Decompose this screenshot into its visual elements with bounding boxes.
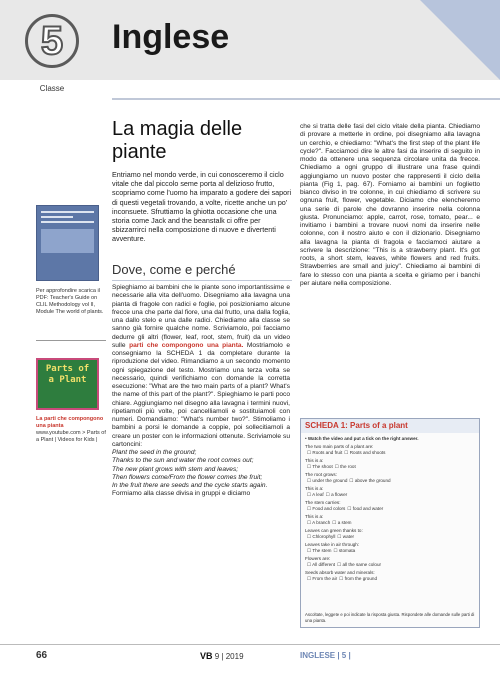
col1-paragraph-1: Spieghiamo ai bambini che le piante sono importantissime e necessarie alla vita dell'uomo. Disegniamo alla lavagna una pianta di fragole con radici e foglie, poi posizioniamo alcune frecce una che parte dal fiore, una dal frutto, una dalla foglia, una dallo stelo e una dalle radici. Chiediamo alla classe se sanno già fornire qualche nome. Scriviamolo, poi facciamo dedurre gli altri (flower, leaf, root, stem, fruit) da un video sulle <box>112 284 290 349</box>
answer-label: Chlorophyll <box>312 534 336 539</box>
book-caption: Per approfondire scarica il PDF: Teacher's Guide on CLIL Methodology vol II, Module The world of plants. <box>36 288 104 315</box>
question-text: This is a: <box>305 486 324 491</box>
answer-label: water <box>342 534 355 539</box>
question-text: Leaves can green thanks to: <box>305 528 363 533</box>
answer-label: the root <box>340 464 356 469</box>
answer-checkbox[interactable] <box>307 478 347 484</box>
worksheet-question <box>305 500 475 512</box>
worksheet-title: SCHEDA 1: Parts of a plant <box>301 419 479 433</box>
answer-label: A branch <box>312 520 331 525</box>
answer-checkbox[interactable] <box>332 520 351 526</box>
worksheet-question <box>305 458 475 470</box>
checkbox-icon: ☐ <box>307 548 313 553</box>
worksheet-note: Ascoltate, leggete e poi indicate la risposta giusta. Rispondete alle domande sulle parti di una pianta. <box>305 612 475 623</box>
answer-options <box>305 548 475 554</box>
col1-paragraph-3: Formiamo alla classe divisa in gruppi e diciamo <box>112 490 251 498</box>
worksheet-body <box>301 433 479 585</box>
checkbox-icon: ☐ <box>334 464 341 469</box>
cover-illustration <box>41 229 94 253</box>
answer-label: from the ground <box>344 576 378 581</box>
answer-label: From the air <box>312 576 338 581</box>
worksheet-question <box>305 444 475 456</box>
section-title: Dove, come e perché <box>112 262 236 277</box>
answer-label: a flower <box>331 492 348 497</box>
cover-line <box>41 211 94 213</box>
worksheet-question <box>305 486 475 498</box>
issue-number: 9 | 2019 <box>214 652 244 661</box>
answer-checkbox[interactable] <box>307 506 345 512</box>
checkbox-icon: ☐ <box>307 492 313 497</box>
checkbox-icon: ☐ <box>307 534 313 539</box>
section-rule <box>112 280 292 281</box>
answer-label: under the ground <box>312 478 348 483</box>
answer-options <box>305 576 475 582</box>
checkbox-icon: ☐ <box>337 534 343 539</box>
answer-label: A leaf <box>312 492 324 497</box>
checkbox-icon: ☐ <box>344 450 350 455</box>
class-number-badge <box>25 14 79 68</box>
worksheet-instruction: • Watch the video and put a tick on the right answer. <box>305 436 419 441</box>
worksheet-question <box>305 528 475 540</box>
answer-label: above the ground <box>354 478 391 483</box>
question-text: Flowers are: <box>305 556 331 561</box>
answer-options <box>305 562 475 568</box>
plant-cycle-list <box>112 449 290 490</box>
col1-highlight: parti che compongono una pianta. <box>129 341 244 349</box>
list-item: Plant the seed in the ground; <box>112 449 197 456</box>
answer-checkbox[interactable] <box>307 520 330 526</box>
video-caption <box>36 416 106 444</box>
article-title: La magia delle piante <box>112 118 243 163</box>
answer-checkbox[interactable] <box>333 548 355 554</box>
video-title: Parts of a Plant <box>45 364 90 385</box>
checkbox-icon: ☐ <box>332 520 338 525</box>
answer-checkbox[interactable] <box>337 534 354 540</box>
answer-label: The shoot <box>312 464 333 469</box>
answer-checkbox[interactable] <box>335 464 356 470</box>
section-tag: INGLESE | 5 | <box>300 651 351 660</box>
answer-checkbox[interactable] <box>307 450 342 456</box>
worksheet-question <box>305 570 475 582</box>
checkbox-icon: ☐ <box>325 492 332 497</box>
header-corner-triangle <box>420 0 500 80</box>
checkbox-icon: ☐ <box>307 576 313 581</box>
answer-checkbox[interactable] <box>349 478 390 484</box>
answer-options <box>305 534 475 540</box>
checkbox-icon: ☐ <box>307 506 313 511</box>
video-caption-highlight: La parti che compongono una pianta <box>36 416 104 429</box>
answer-options <box>305 450 475 456</box>
worksheet-question <box>305 556 475 568</box>
answer-label: food and water <box>352 506 384 511</box>
article-intro: Entriamo nel mondo verde, in cui conosceremo il ciclo vitale che dal piccolo seme porta al delizioso frutto, scopriamo come l'uomo ha imparato a godere dei sapori di questi vegetali trovando, a volte, ricette anche un po' inconsuete. Sfruttiamo la ghiotta occasione che una storia come Jack and the beanstalk ci offre per sbizzarrirci nella composizione di nuove e divertenti avventure. <box>112 170 292 244</box>
header-rule <box>112 98 500 100</box>
question-text: The stem carries: <box>305 500 341 505</box>
checkbox-icon: ☐ <box>307 562 313 567</box>
article-column-2 <box>300 123 480 288</box>
book-cover-image[interactable] <box>36 205 99 281</box>
answer-options <box>305 520 475 526</box>
answer-label: a stem <box>337 520 352 525</box>
col2-paragraph-1: che si tratta delle fasi del ciclo vitale della pianta. Chiediamo di provare a metterle in ordine, poi disegniamo alla lavagna un cerchio, e chiediamo: "What's the first step of the plant life cycle?". Facciamoci dire le altre fasi da inserire di seguito in modo da ottenere una sequenza circolare unita da frecce. Chiediamo a ogni gruppo di illustrare una frase quindi aggiungiamo un nuovo poster che rappresenti il ciclo della pianta (Fig 1, pag. 67). Forniamo ai bambini un foglietto bianco diviso in tre colonne, in cui chiediamo di scrivere su ognuna fruit, flower, vegetable. Diciamo che elencheremo una serie di parole che dovranno inserire nella colonna giusta. Pronunciamo: apple, carrot, rose, tomato, pear... e invitiamo i bambini a trovare nuovi nomi da inserire nelle colonne, con il nostro aiuto e con il dizionario. Disegniamo alla lavagna la pianta di fragola e facciamoci aiutare a scrivere la descrizione: "This is a strawberry plant. It's got roots, a short stem, leaves, white flowers and red fruits. Strawberries are small and juicy". Chiediamo ai bambini di fare lo stesso con una pianta a scelta e giriamo per i banchi per aiutare nella composizione. <box>300 123 480 287</box>
answer-checkbox[interactable] <box>344 450 385 456</box>
question-text: Seeds absorb water and minerals: <box>305 570 375 575</box>
answer-label: stomata <box>338 548 356 553</box>
checkbox-icon: ☐ <box>339 576 345 581</box>
checkbox-icon: ☐ <box>307 520 313 525</box>
answer-checkbox[interactable] <box>307 576 337 582</box>
answer-checkbox[interactable] <box>337 562 381 568</box>
checkbox-icon: ☐ <box>307 450 313 455</box>
magazine-logo: VB <box>200 651 213 661</box>
answer-options <box>305 478 475 484</box>
worksheet-question <box>305 542 475 554</box>
answer-checkbox[interactable] <box>307 492 324 498</box>
list-item: The new plant grows with stem and leaves; <box>112 465 239 473</box>
question-text: This is a: <box>305 514 324 519</box>
class-label: Classe <box>39 84 65 93</box>
answer-checkbox[interactable] <box>339 576 377 582</box>
page-number: 66 <box>36 650 48 661</box>
worksheet-question <box>305 514 475 526</box>
checkbox-icon: ☐ <box>333 548 339 553</box>
answer-checkbox[interactable] <box>307 548 331 554</box>
worksheet-question <box>305 472 475 484</box>
answer-checkbox[interactable] <box>326 492 348 498</box>
checkbox-icon: ☐ <box>307 478 313 483</box>
checkbox-icon: ☐ <box>337 562 343 567</box>
answer-checkbox[interactable] <box>307 534 335 540</box>
question-text: Leaves take in air through: <box>305 542 360 547</box>
cover-line <box>41 221 94 223</box>
answer-checkbox[interactable] <box>307 464 333 470</box>
question-text: The two main parts of a plant are: <box>305 444 374 449</box>
video-caption-link[interactable]: www.youtube.com > Parts of a Plant | Videos for Kids | <box>36 430 106 443</box>
answer-options <box>305 506 475 512</box>
question-text: This is a: <box>305 458 324 463</box>
checkbox-icon: ☐ <box>349 478 355 483</box>
answer-label: Roots and shoots <box>349 450 386 455</box>
article-column-1 <box>112 284 290 499</box>
answer-options <box>305 492 475 498</box>
answer-label: The stem <box>312 548 332 553</box>
magazine-issue <box>200 651 244 661</box>
answer-checkbox[interactable] <box>307 562 335 568</box>
class-number: 5 <box>40 18 64 63</box>
answer-label: All different <box>312 562 336 567</box>
answer-label: all the same colour <box>342 562 382 567</box>
answer-checkbox[interactable] <box>347 506 383 512</box>
answer-options <box>305 464 475 470</box>
sidebar-divider <box>36 340 106 341</box>
list-item: Then flowers come/From the flower comes the fruit; <box>112 473 263 481</box>
worksheet-box <box>300 418 480 628</box>
cover-line <box>41 216 73 218</box>
video-thumbnail[interactable] <box>36 358 99 410</box>
checkbox-icon: ☐ <box>347 506 353 511</box>
answer-label: Food and colors <box>312 506 346 511</box>
col1-paragraph-2: Mostriamolo e consegniamo la SCHEDA 1 da completare durante la riproduzione del video. Rimandiamo a un secondo momento ogni spiegazione del testo. Mostriamo una terza volta se necessario, quindi verifichiamo con domande la corretta esecuzione: "What are the two main parts of a plant? What's the name of this part of the plant?". Spieghiamo le parti poco chiare. Aggiungiamo nel disegno alla lavagna i termini nuovi, ripetiamoli più volte, poi cancelliamoli e sostituiamoli con numeri. Domandiamo: "What's number two?". Stimoliamo i bambini a porsi le domande a coppie, poi sollecitiamoli a creare un poster con le informazioni ottenute. Scriviamole su cartoncini: <box>112 341 290 448</box>
checkbox-icon: ☐ <box>307 464 313 469</box>
list-item: In the fruit there are seeds and the cycle starts again. <box>112 482 268 489</box>
question-text: The root grows: <box>305 472 337 477</box>
answer-label: Roots and fruit <box>312 450 343 455</box>
footer-rule <box>0 644 500 645</box>
list-item: Thanks to the sun and water the root comes out; <box>112 457 254 465</box>
subject-title: Inglese <box>112 18 230 56</box>
